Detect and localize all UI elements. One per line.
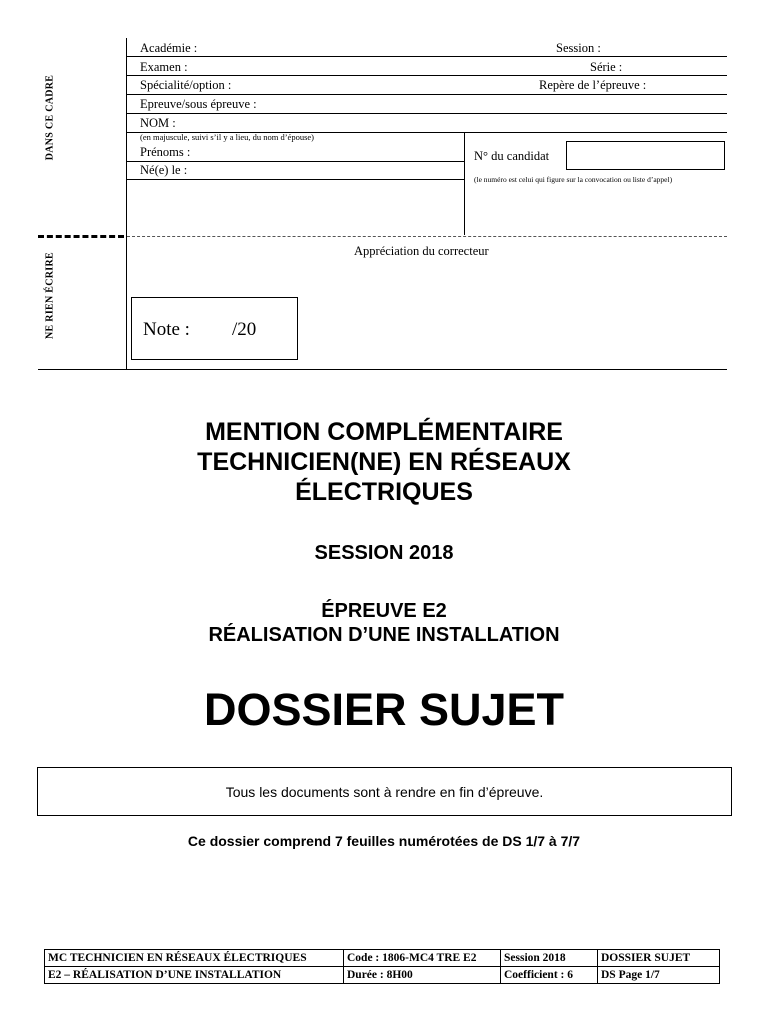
notice-box [37, 767, 732, 816]
footer-coefficient: Coefficient : 6 [501, 967, 598, 984]
label-candidat-note: (le numéro est celui qui figure sur la convocation ou liste d’appel) [474, 175, 673, 184]
header-bottom-line [38, 369, 727, 370]
label-examen: Examen : [140, 60, 188, 74]
form-line-3 [126, 94, 727, 95]
form-line-6 [126, 161, 464, 162]
dossier-sujet-title: DOSSIER SUJET [203, 684, 565, 735]
footer-row-1 [45, 950, 720, 967]
form-line-2 [126, 75, 727, 76]
note-max: /20 [232, 319, 257, 340]
form-left-border [126, 38, 127, 369]
label-session: Session : [556, 41, 601, 55]
form-line-1 [126, 56, 727, 57]
epreuve-title: ÉPREUVE E2 [321, 600, 447, 622]
label-epreuve: Epreuve/sous épreuve : [140, 97, 257, 111]
footer-row-2 [45, 967, 720, 984]
form-candidate-divider [464, 132, 465, 235]
title-line-1: MENTION COMPLÉMENTAIRE [205, 418, 563, 446]
note-label: Note : [143, 319, 190, 340]
session-title: SESSION 2018 [314, 542, 454, 564]
footer-exam-name: MC TECHNICIEN EN RÉSEAUX ÉLECTRIQUES [45, 950, 344, 967]
title-line-2: TECHNICIEN(NE) EN RÉSEAUX [197, 448, 571, 476]
label-candidat: N° du candidat [474, 149, 550, 163]
contents-text: Ce dossier comprend 7 feuilles numérotées de DS 1/7 à 7/7 [187, 833, 581, 849]
form-line-4 [126, 113, 727, 114]
title-line-3: ÉLECTRIQUES [295, 478, 473, 506]
footer-code: Code : 1806-MC4 TRE E2 [344, 950, 501, 967]
label-nom: NOM : [140, 116, 176, 130]
epreuve-subtitle: RÉALISATION D’UNE INSTALLATION [208, 624, 560, 646]
label-nele: Né(e) le : [140, 163, 188, 177]
side-dashed-separator [38, 235, 124, 238]
form-dashed-line [127, 236, 727, 237]
footer-epreuve-name: E2 – RÉALISATION D’UNE INSTALLATION [45, 967, 344, 984]
label-appreciation: Appréciation du correcteur [354, 244, 489, 258]
label-repere: Repère de l’épreuve : [539, 78, 647, 92]
side-text-ne-rien-ecrire: NE RIEN ÉCRIRE [44, 252, 56, 339]
label-specialite: Spécialité/option : [140, 78, 232, 92]
footer-page: DS Page 1/7 [598, 967, 720, 984]
footer-duree: Durée : 8H00 [344, 967, 501, 984]
label-prenoms: Prénoms : [140, 145, 191, 159]
side-text-dans-ce-cadre: DANS CE CADRE [44, 74, 56, 161]
footer-dossier: DOSSIER SUJET [598, 950, 720, 967]
footer-session: Session 2018 [501, 950, 598, 967]
candidate-number-box [566, 141, 725, 170]
label-nom-note: (en majuscule, suivi s’il y a lieu, du nom d’épouse) [140, 132, 314, 142]
form-line-7 [126, 179, 464, 180]
footer-table [44, 949, 720, 984]
label-serie: Série : [590, 60, 623, 74]
notice-text: Tous les documents sont à rendre en fin d’épreuve. [225, 783, 544, 800]
label-academie: Académie : [140, 41, 198, 55]
